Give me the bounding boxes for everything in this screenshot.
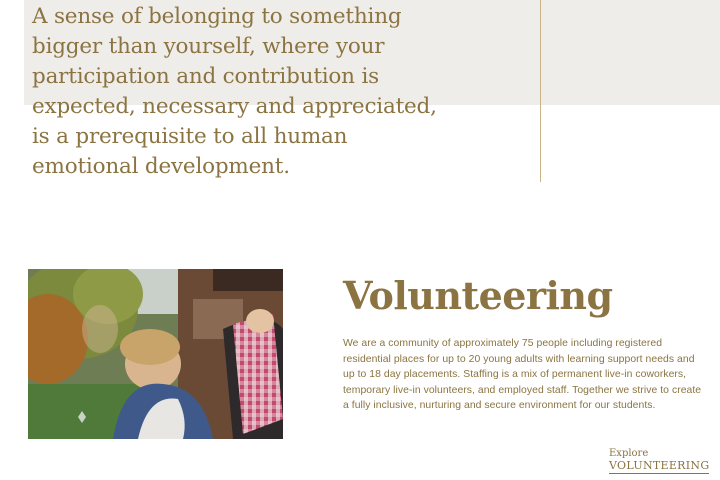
section-description: We are a community of approximately 75 people including registered residential places for up to 20 young adults with learning support needs and up to 18 day placements. Staffing is a mix of permanent live-in coworkers, temporary live-in volunteers, and employed staff. Together we strive to create a fully inclusive, nurturing and secure environment for our students. <box>343 338 702 411</box>
section-title: Volunteering <box>343 273 613 318</box>
volunteering-photo <box>28 269 283 439</box>
explore-label: Explore <box>609 448 649 459</box>
explore-volunteering-link[interactable] <box>609 448 709 474</box>
pull-quote: A sense of belonging to something bigger than yourself, where your participation and contribution is expected, necessary and appreciated, is a prerequisite to all human emotional development. <box>32 4 437 179</box>
photo-illustration <box>28 269 283 439</box>
vertical-divider <box>540 0 541 182</box>
explore-target: VOLUNTEERING <box>609 459 710 472</box>
left-margin <box>0 0 24 182</box>
